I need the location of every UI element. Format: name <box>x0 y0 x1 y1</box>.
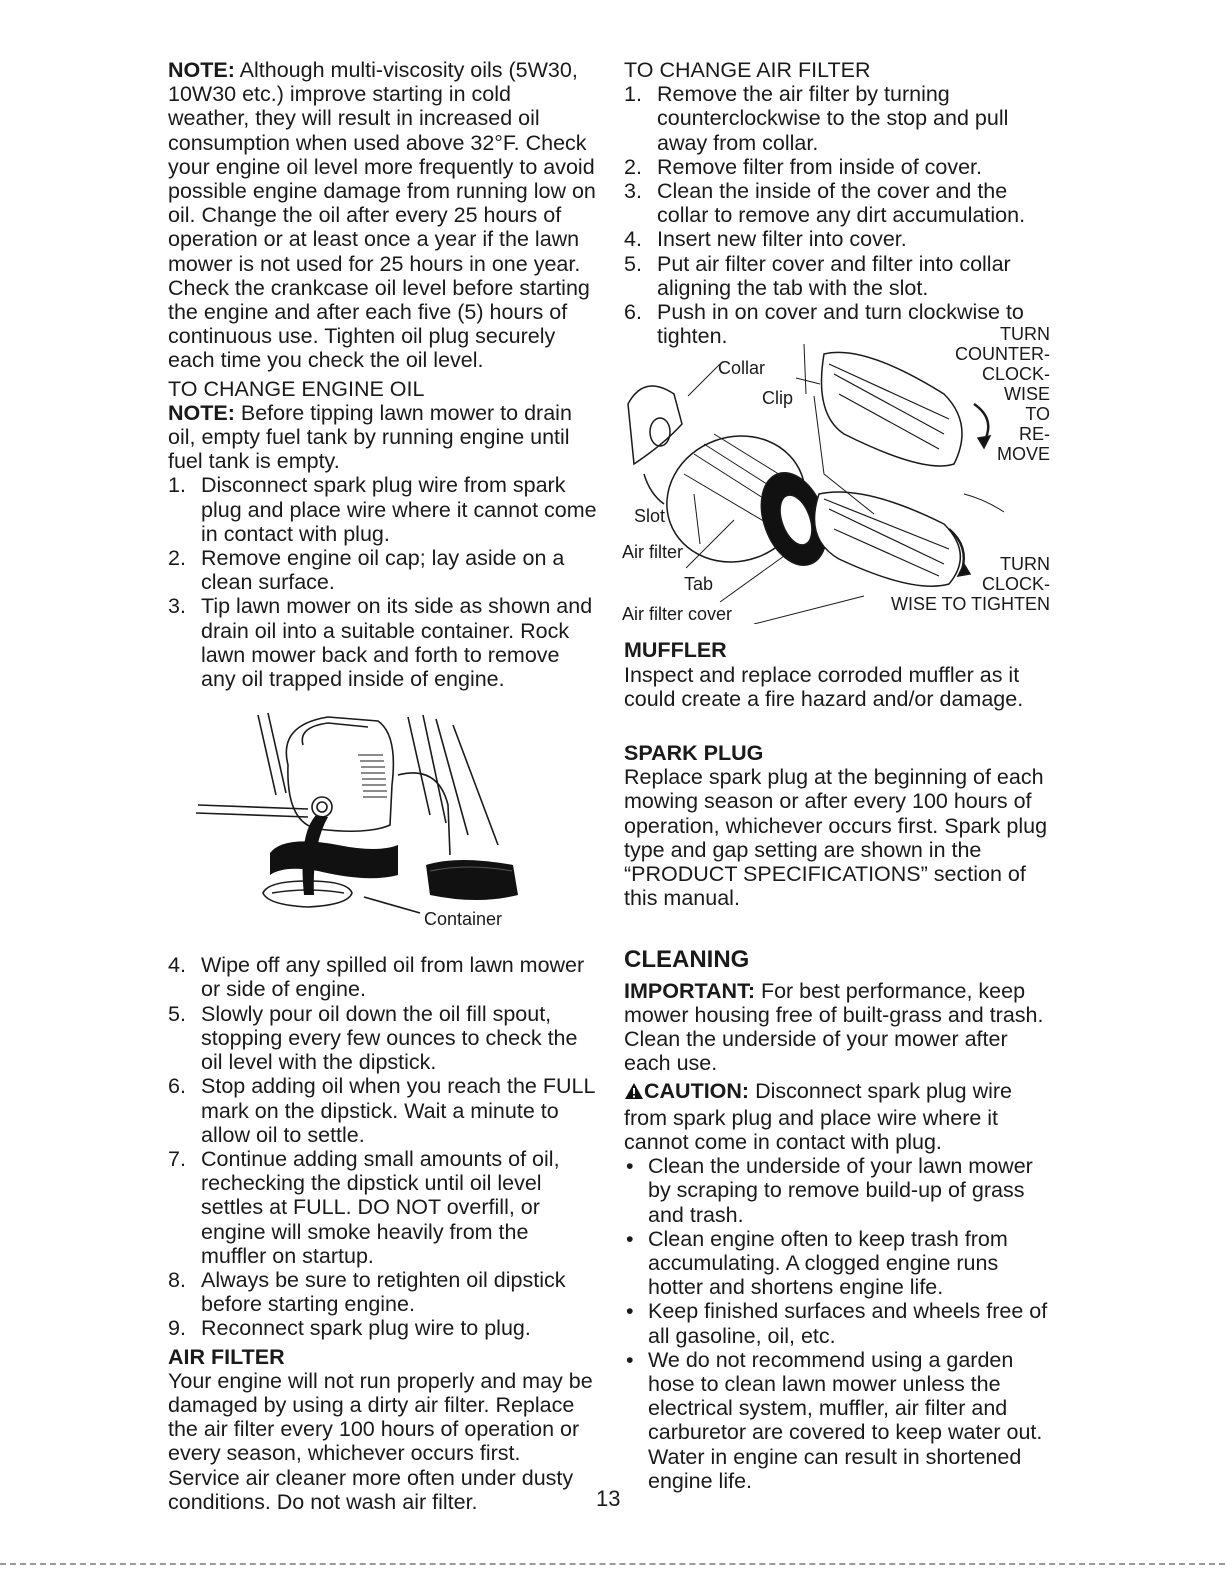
page-number: 13 <box>596 1486 621 1511</box>
oil-steps-1-3 <box>168 473 598 691</box>
list-item: 4. Wipe off any spilled oil from lawn mower or side of engine. <box>168 953 585 1002</box>
caution-label: CAUTION: <box>644 1079 750 1104</box>
oil-drain-illustration <box>168 705 598 945</box>
list-item: 2. Remove engine oil cap; lay aside on a clean surface. <box>168 546 565 595</box>
air-filter-illustration <box>624 324 1056 624</box>
change-air-filter-heading: TO CHANGE AIR FILTER <box>624 58 871 82</box>
air-filter-steps <box>624 82 1056 348</box>
caution-note: CAUTION: Disconnect spark plug wire from spark plug and place wire where it cannot come in contact with plug. <box>624 1079 1013 1154</box>
turn-to-remove-label: TURN COUNTER- CLOCK- WISE TO RE- MOVE <box>955 324 1050 465</box>
list-item: • Clean engine often to keep trash from accumulating. A clogged engine runs hotter and shortens engine life. <box>624 1227 1056 1300</box>
list-item: • Clean the underside of your lawn mower by scraping to remove build-up of grass and trash. <box>624 1154 1056 1227</box>
spark-plug-heading: SPARK PLUG <box>624 741 764 766</box>
slot-label: Slot <box>634 506 666 527</box>
mower-tipped-icon <box>168 705 598 945</box>
list-item: 1. Remove the air filter by turning counterclockwise to the stop and pull away from collar. <box>624 82 1009 155</box>
spark-plug-text: Replace spark plug at the beginning of each mowing season or after every 100 hours of operation, whichever occurs first. Spark plug type and gap setting are shown in the “PRODUCT SPECIFICATIONS” section of this manual. <box>624 765 1048 911</box>
list-item: 8. Always be sure to retighten oil dipstick before starting engine. <box>168 1267 566 1317</box>
oil-steps-4-9 <box>168 953 598 1340</box>
cleaning-bullets <box>624 1154 1056 1493</box>
important-label: IMPORTANT: <box>624 978 755 1003</box>
page-bottom-rule <box>0 1563 1225 1565</box>
right-column <box>624 58 1056 1493</box>
left-column <box>168 58 598 1514</box>
air-filter-cover-label: Air filter cover <box>622 604 733 625</box>
list-item: • We do not recommend using a garden hose to clean lawn mower unless the electrical system, muffler, air filter and carburetor are covered to keep water out. Water in engine can result in shortened engine life. <box>624 1348 1056 1493</box>
warning-triangle-icon <box>624 1081 644 1105</box>
tab-label: Tab <box>684 574 714 595</box>
muffler-heading: MUFFLER <box>624 638 727 663</box>
container-label: Container <box>424 909 503 930</box>
change-engine-oil-heading: TO CHANGE ENGINE OIL <box>168 376 425 401</box>
muffler-text: Inspect and replace corroded muffler as it could create a fire hazard and/or damage. <box>624 662 1024 711</box>
list-item: 2. Remove filter from inside of cover. <box>624 154 983 179</box>
clip-label: Clip <box>762 388 794 409</box>
important-note: IMPORTANT: For best performance, keep mower housing free of built-grass and trash. Clean the underside of your mower after each use. <box>624 978 1044 1076</box>
note-label: NOTE: <box>168 400 235 425</box>
list-item: 6. Push in on cover and turn clockwise to tighten. <box>624 300 1024 349</box>
cleaning-heading: CLEANING <box>624 946 750 974</box>
list-item: 6. Stop adding oil when you reach the FULL mark on the dipstick. Wait a minute to allow oil to settle. <box>168 1074 595 1147</box>
collar-label: Collar <box>718 358 766 379</box>
list-item: 4. Insert new filter into cover. <box>624 227 907 252</box>
list-item: 5. Put air filter cover and filter into collar aligning the tab with the slot. <box>624 251 1011 300</box>
list-item: 7. Continue adding small amounts of oil, rechecking the dipstick until oil level settles at FULL. DO NOT overfill, or engine will smoke heavily from the muffler on startup. <box>168 1146 560 1268</box>
list-item: 9. Reconnect spark plug wire to plug. <box>168 1316 531 1341</box>
check-oil-text: Check the crankcase oil level before starting the engine and after each five (5) hours of continuous use. Tighten oil plug securely each time you check the oil level. <box>168 275 590 373</box>
list-item: 3. Clean the inside of the cover and the collar to remove any dirt accumulation. <box>624 179 1026 228</box>
list-item: 5. Slowly pour oil down the oil fill spout, stopping every few ounces to check the oil level with the dipstick. <box>168 1001 578 1075</box>
air-filter-label: Air filter <box>622 542 684 563</box>
turn-to-tighten-label: TURN CLOCK- WISE TO TIGHTEN <box>890 554 1050 615</box>
note-label: NOTE: <box>168 58 235 82</box>
list-item: 1. Disconnect spark plug wire from spark plug and place wire where it cannot come in contact with plug. <box>168 473 597 546</box>
oil-note: NOTE: Although multi-viscosity oils (5W30, 10W30 etc.) improve starting in cold weather, they will result in increased oil consumption when used above 32°F. Check your engine oil level more frequently to avoid possible engine damage from running low on oil. Change the oil after every 25 hours of operation or at least once a year if the lawn mower is not used for 25 hours in one year. <box>168 58 596 276</box>
air-filter-heading: AIR FILTER <box>168 1344 285 1369</box>
fuel-note: NOTE: Before tipping lawn mower to drain oil, empty fuel tank by running engine until fuel tank is empty. <box>168 400 572 474</box>
air-filter-text: Your engine will not run properly and may be damaged by using a dirty air filter. Replace the air filter every 100 hours of operation or every season, whichever occurs first. Service air cleaner more often under dusty conditions. Do not wash air filter. <box>168 1368 593 1514</box>
list-item: 3. Tip lawn mower on its side as shown and drain oil into a suitable container. Rock lawn mower back and forth to remove any oil trapped inside of engine. <box>168 594 593 692</box>
list-item: • Keep finished surfaces and wheels free of all gasoline, oil, etc. <box>624 1299 1056 1347</box>
